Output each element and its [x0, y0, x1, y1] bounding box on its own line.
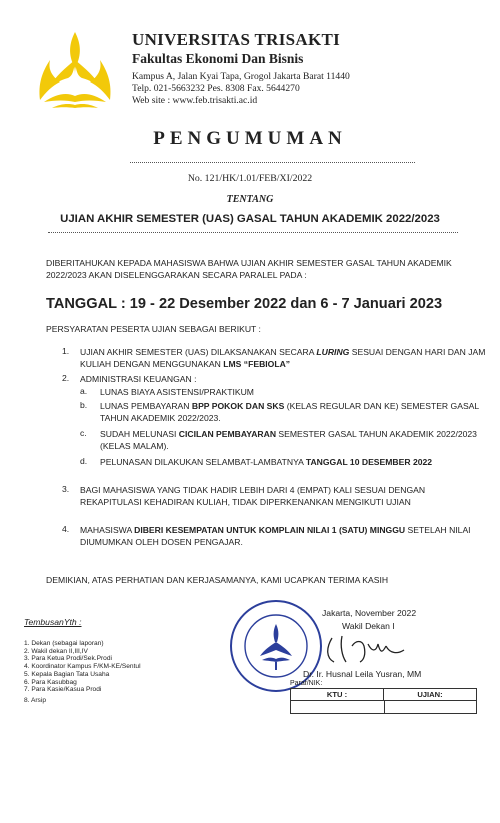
website: Web site : www.feb.trisakti.ac.id: [132, 95, 258, 106]
tembusan-item: 4. Koordinator Kampus F/KM-KE/Sentul: [24, 663, 141, 671]
intro-line: DIBERITAHUKAN KEPADA MAHASISWA BAHWA UJIAN AKHIR SEMESTER GASAL TAHUN AKADEMIK: [46, 258, 452, 268]
item-emphasis: DIBERI KESEMPATAN UNTUK KOMPLAIN NILAI 1 (SATU) MINGGU: [134, 525, 406, 535]
item-number: 4.: [62, 524, 70, 534]
item-text: SESUAI DENGAN HARI DAN JAM: [349, 347, 486, 357]
ktu-label: KTU :: [291, 689, 384, 700]
university-name: UNIVERSITAS TRISAKTI: [132, 30, 341, 49]
item-number: 3.: [62, 484, 70, 494]
item-text: SEMESTER GASAL TAHUN AKADEMIK 2022/2023: [276, 429, 477, 439]
item-emphasis: LURING: [316, 347, 350, 357]
ujian-label: UJIAN:: [417, 690, 443, 699]
sub-item-letter: c.: [80, 428, 87, 438]
tembusan-item: 1. Dekan (sebagai laporan): [24, 640, 104, 647]
item-text: TAHUN AKADEMIK 2022/2023.: [100, 413, 221, 423]
divider: [130, 162, 415, 163]
tembusan-item: 3. Para Ketua Prodi/Sek.Prodi: [24, 655, 112, 663]
university-logo: [30, 30, 120, 110]
tentang-label: TENTANG: [226, 194, 274, 205]
item-emphasis: TANGGAL 10 DESEMBER 2022: [305, 457, 433, 467]
handwritten-signature: [312, 632, 412, 670]
item-3: [80, 484, 470, 508]
item-text: MAHASISWA: [80, 525, 135, 535]
sub-item-letter: b.: [80, 400, 88, 410]
item-text: (KELAS REGULAR DAN KE) SEMESTER GASAL: [284, 401, 480, 411]
sub-item-b: [100, 400, 479, 424]
address: Kampus A, Jalan Kyai Tapa, Grogol Jakarta Barat 11440: [132, 71, 350, 82]
exam-date: TANGGAL : 19 - 22 Desember 2022 dan 6 - 7 Januari 2023: [46, 296, 443, 312]
item-emphasis: BPP POKOK DAN SKS: [191, 401, 285, 411]
item-text: LUNAS PEMBAYARAN: [100, 401, 192, 411]
sub-item-d: [100, 456, 432, 468]
sign-place-date: Jakarta, November 2022: [322, 608, 417, 618]
item-text: UJIAN AKHIR SEMESTER (UAS) DILAKSANAKAN SECARA: [80, 347, 317, 357]
tembusan-list: [24, 640, 141, 705]
closing-text: DEMIKIAN, ATAS PERHATIAN DAN KERJASAMANYA, KAMI UCAPKAN TERIMA KASIH: [46, 575, 389, 585]
subject: UJIAN AKHIR SEMESTER (UAS) GASAL TAHUN AKADEMIK 2022/2023: [60, 213, 440, 225]
divider: [48, 232, 458, 233]
item-text: REKAPITULASI KEHADIRAN KULIAH, TIDAK DIPERKENANKAN MENGIKUTI UJIAN: [80, 497, 411, 507]
item-number: 1.: [62, 346, 70, 356]
sign-name: Dr. Ir. Husnal Leila Yusran, MM: [303, 669, 422, 679]
intro-line: 2022/2023 AKAN DISELENGGARAKAN SECARA PARALEL PADA :: [46, 270, 307, 280]
paraf-label: Paraf/NIK:: [290, 680, 323, 687]
tembusan-item: 8. Arsip: [24, 696, 46, 704]
item-text: DIUMUMKAN OLEH DOSEN PENGAJAR.: [80, 537, 243, 547]
item-text: (KELAS MALAM).: [100, 441, 169, 451]
approval-table: [290, 688, 477, 714]
page-title: PENGUMUMAN: [153, 128, 347, 149]
tembusan-item: 6. Para Kasubbag: [24, 678, 77, 686]
sub-item-c: [100, 428, 477, 452]
requirements-title: PERSYARATAN PESERTA UJIAN SEBAGAI BERIKUT :: [46, 324, 261, 334]
tembusan-title-text: TembusanYth :: [24, 617, 82, 627]
tembusan-item: 2. Wakil dekan II,III,IV: [24, 647, 88, 655]
item-emphasis: LMS “FEBIOLA”: [223, 359, 291, 369]
item-text: PELUNASAN DILAKUKAN SELAMBAT-LAMBATNYA: [100, 457, 306, 467]
tembusan-title: [24, 617, 82, 627]
item-1: [80, 346, 485, 370]
table-divider: [384, 700, 385, 713]
item-emphasis: CICILAN PEMBAYARAN: [178, 429, 277, 439]
sign-role: Wakil Dekan I: [342, 621, 395, 631]
item-text: KULIAH DENGAN MENGGUNAKAN: [80, 359, 224, 369]
item-4: [80, 524, 471, 548]
faculty-name: Fakultas Ekonomi Dan Bisnis: [132, 51, 304, 66]
item-text: BAGI MAHASISWA YANG TIDAK HADIR LEBIH DARI 4 (EMPAT) KALI SESUAI DENGAN: [80, 485, 426, 495]
item-2: ADMINISTRASI KEUANGAN :: [80, 374, 197, 384]
document-number: No. 121/HK/1.01/FEB/XI/2022: [187, 173, 313, 184]
sub-item-letter: d.: [80, 456, 88, 466]
sub-item-a: LUNAS BIAYA ASISTENSI/PRAKTIKUM: [100, 387, 254, 397]
tembusan-item: 7. Para Kasie/Kasua Prodi: [24, 686, 102, 694]
item-text: SETELAH NILAI: [405, 525, 471, 535]
phone: Telp. 021-5663232 Pes. 8308 Fax. 5644270: [132, 83, 300, 94]
sub-item-letter: a.: [80, 386, 88, 396]
item-number: 2.: [62, 373, 70, 383]
item-text: SUDAH MELUNASI: [100, 429, 179, 439]
tembusan-item: 5. Kepala Bagian Tata Usaha: [24, 670, 110, 678]
